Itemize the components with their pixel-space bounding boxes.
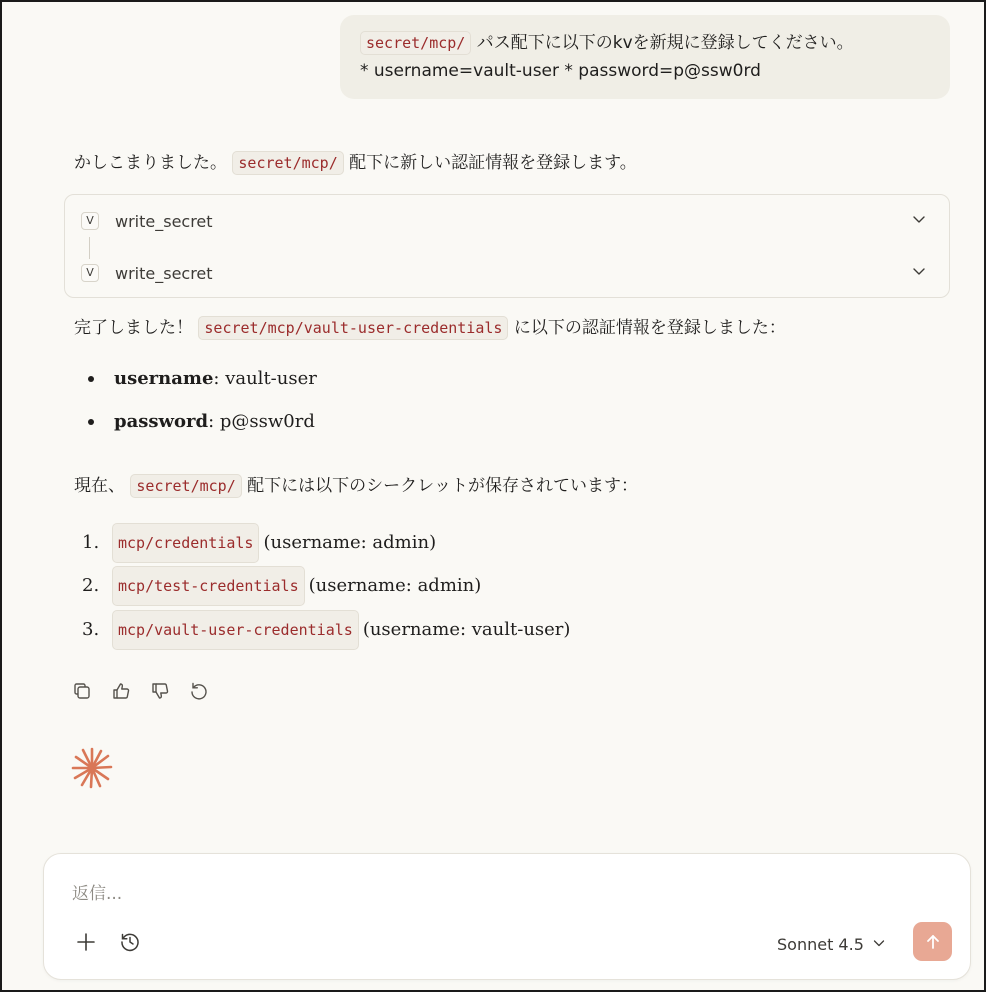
reply-input[interactable] xyxy=(70,880,770,908)
send-button[interactable] xyxy=(913,922,952,961)
credential-value: : vault-user xyxy=(213,368,317,389)
chevron-down-icon xyxy=(872,935,886,954)
vault-tool-badge: V xyxy=(81,212,99,230)
list-number: 2. xyxy=(82,575,100,597)
secret-list xyxy=(74,521,570,652)
user-message-line-2: * username=vault-user * password=p@ssw0rd xyxy=(360,61,761,81)
inline-code: secret/mcp/ xyxy=(360,31,471,55)
list-number: 3. xyxy=(82,618,100,640)
thumbs-up-icon[interactable] xyxy=(111,680,131,702)
credential-list xyxy=(74,362,317,448)
completion-message xyxy=(74,313,786,343)
copy-icon[interactable] xyxy=(72,680,92,702)
retry-icon[interactable] xyxy=(189,680,209,702)
message-actions xyxy=(72,680,209,702)
tool-call-name: write_secret xyxy=(115,211,213,231)
intro-text: かしこまりました。 xyxy=(74,153,227,173)
secret-path: mcp/credentials xyxy=(112,523,259,563)
inline-code: secret/mcp/ xyxy=(232,151,343,175)
inline-code: secret/mcp/vault-user-credentials xyxy=(198,316,508,340)
history-icon[interactable] xyxy=(116,928,144,956)
vault-tool-badge: V xyxy=(81,264,99,282)
user-message-text: パス配下に以下のkvを新規に登録してください。 xyxy=(476,33,854,53)
list-item xyxy=(74,362,317,405)
list-item xyxy=(74,565,570,609)
add-attachment-button[interactable] xyxy=(72,928,100,956)
credential-value: : p@ssw0rd xyxy=(208,411,315,432)
credential-key: username xyxy=(114,368,214,389)
current-secrets-message xyxy=(74,471,638,501)
current-text: 現在、 xyxy=(74,476,125,496)
tool-call-row[interactable] xyxy=(81,206,937,236)
model-label: Sonnet 4.5 xyxy=(777,934,864,954)
secret-path: mcp/vault-user-credentials xyxy=(112,610,359,650)
completion-text-after: に以下の認証情報を登録しました： xyxy=(513,318,786,338)
chevron-down-icon[interactable] xyxy=(911,211,927,231)
secret-note: (username: admin) xyxy=(308,575,482,597)
secret-note: (username: admin) xyxy=(263,531,437,553)
model-selector[interactable] xyxy=(777,930,886,958)
list-number: 1. xyxy=(82,531,100,553)
assistant-intro xyxy=(74,148,637,178)
composer xyxy=(43,853,971,980)
secret-path: mcp/test-credentials xyxy=(112,566,305,606)
thumbs-down-icon[interactable] xyxy=(150,680,170,702)
tool-calls-panel xyxy=(64,194,950,298)
completion-text: 完了しました！ xyxy=(74,318,193,338)
arrow-up-icon xyxy=(924,933,942,951)
inline-code: secret/mcp/ xyxy=(130,474,241,498)
intro-text-after: 配下に新しい認証情報を登録します。 xyxy=(349,153,637,173)
secret-note: (username: vault-user) xyxy=(362,618,571,640)
tool-call-row[interactable] xyxy=(81,258,937,288)
list-item xyxy=(74,405,317,448)
current-text-after: 配下には以下のシークレットが保存されています： xyxy=(247,476,638,496)
user-message xyxy=(340,15,950,99)
tool-connector-line xyxy=(89,237,90,259)
tool-call-name: write_secret xyxy=(115,263,213,283)
user-message-line-1 xyxy=(360,29,930,57)
list-item xyxy=(74,521,570,565)
claude-spark-icon xyxy=(70,746,114,794)
credential-key: password xyxy=(114,411,209,432)
list-item xyxy=(74,608,570,652)
chevron-down-icon[interactable] xyxy=(911,263,927,283)
